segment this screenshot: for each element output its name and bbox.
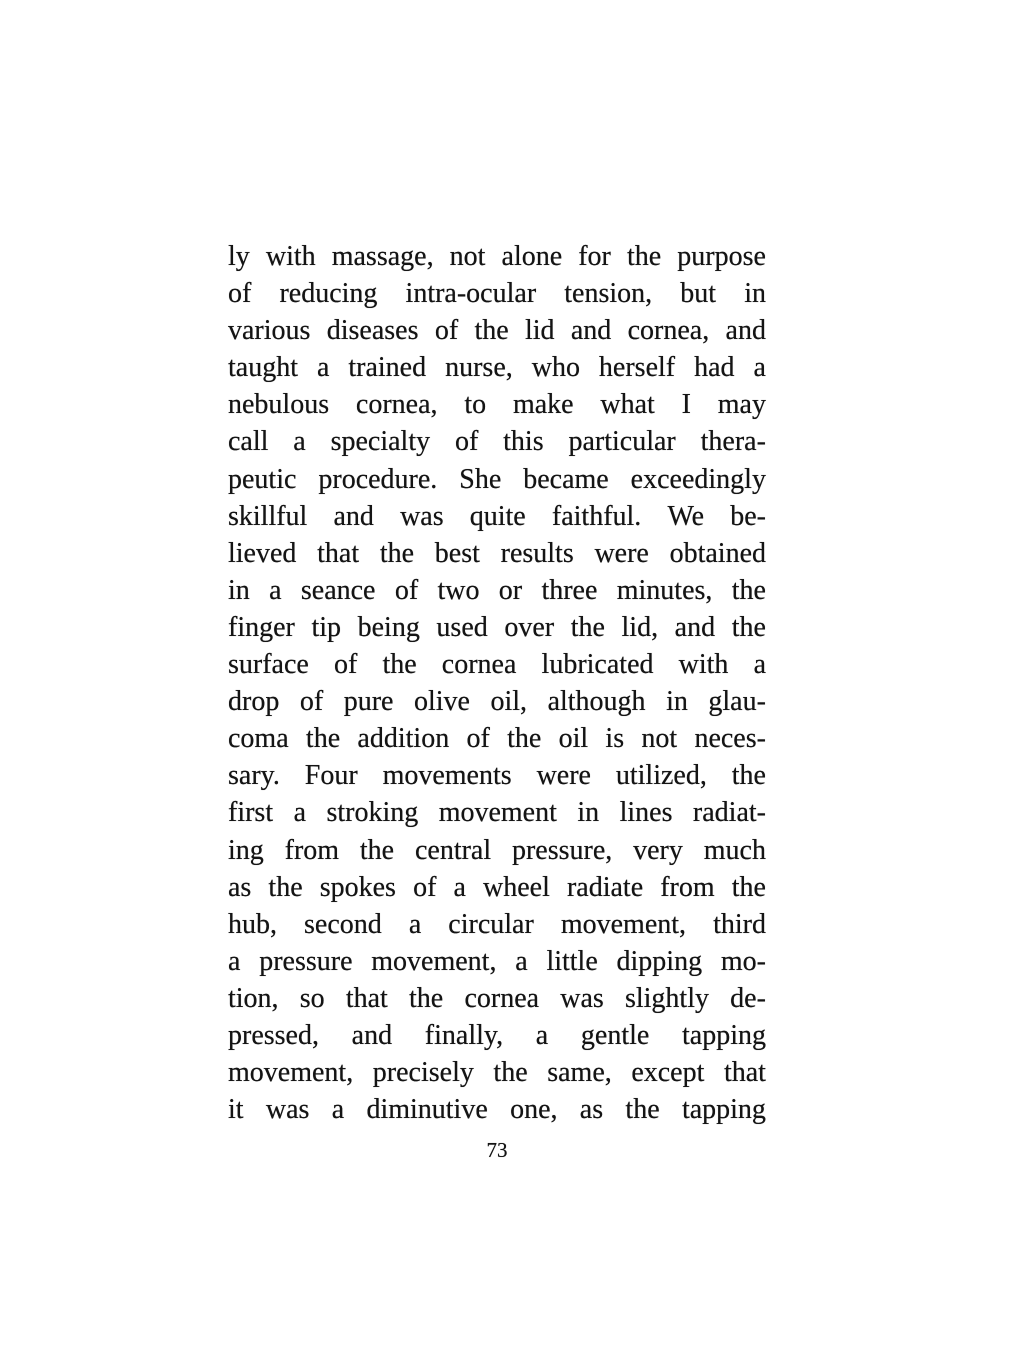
text-line: first a stroking movement in lines radiat- [228,797,766,829]
text-line: of reducing intra-ocular tension, but in [228,278,766,310]
text-line: as the spokes of a wheel radiate from the [228,871,766,903]
text-line: finger tip being used over the lid, and the [228,611,766,643]
text-line: it was a diminutive one, as the tapping [228,1094,766,1126]
text-line: sary. Four movements were utilized, the [228,760,766,792]
text-line: tion, so that the cornea was slightly de- [228,982,766,1014]
text-line: skillful and was quite faithful. We be- [228,500,766,532]
text-line: in a seance of two or three minutes, the [228,574,766,606]
text-line: various diseases of the lid and cornea, and [228,315,766,347]
text-line: nebulous cornea, to make what I may [228,389,766,421]
text-line: ing from the central pressure, very much [228,834,766,866]
text-line: hub, second a circular movement, third [228,908,766,940]
text-line: call a specialty of this particular thera- [228,426,766,458]
text-line: taught a trained nurse, who herself had a [228,352,766,384]
body-text [228,241,766,1131]
text-line: drop of pure olive oil, although in glau- [228,686,766,718]
text-line: pressed, and finally, a gentle tapping [228,1019,766,1051]
text-line: lieved that the best results were obtained [228,537,766,569]
text-line: ly with massage, not alone for the purpose [228,241,766,272]
text-line: coma the addition of the oil is not neces- [228,723,766,755]
text-line: surface of the cornea lubricated with a [228,649,766,681]
text-line: movement, precisely the same, except that [228,1057,766,1089]
page-number: 73 [486,1138,508,1162]
text-line: peutic procedure. She became exceedingly [228,463,766,495]
text-line: a pressure movement, a little dipping mo- [228,945,766,977]
